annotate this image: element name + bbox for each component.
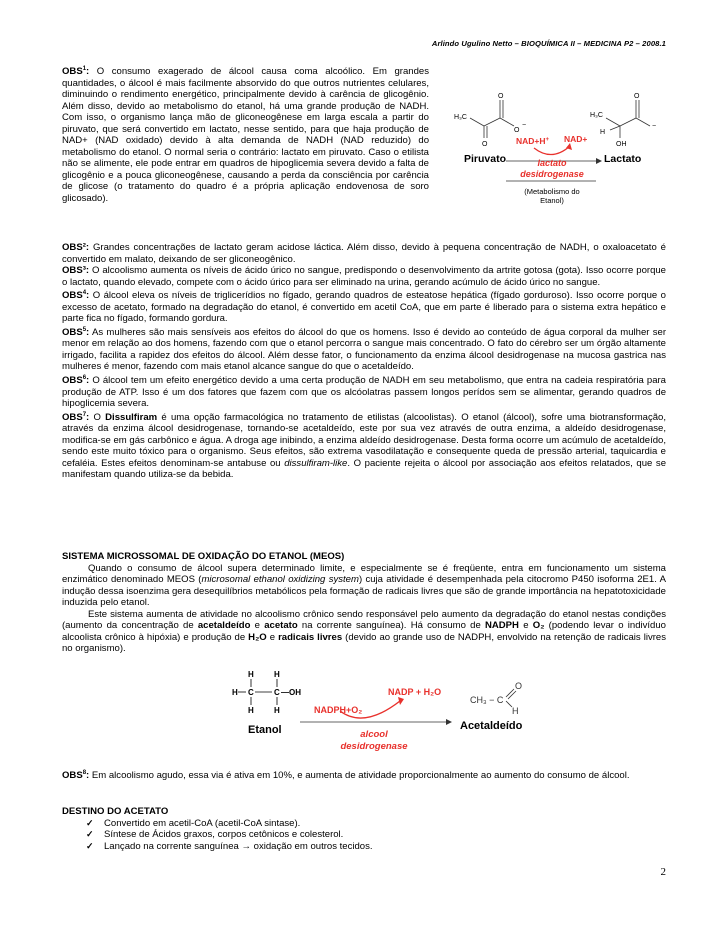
- lactato-structure: [606, 100, 650, 138]
- nad-plus-label: NAD+: [564, 134, 588, 144]
- piruvato-lactato-diagram: [446, 86, 666, 236]
- obs1-text: O consumo exagerado de álcool causa coma alcoólico. Em grandes quantidades, o álcool é mais facilmente absorvido do que outros nutrientes celulares, diminuindo o rendimento energético, principalmente devido à carência de glicogênio. Além disso, devido ao metabolismo do etanol, há uma grande produção de NADH. Com isso, o organismo lança mão de gliconeogênese em larga escala a partir do piruvato, que será convertido em lactato, nesse sentido, para que haja produção de NAD+ (NAD oxidado) devido à alta demanda de NADH (NAD reduzido) do metabolismo do etanol. O normal seria o contrário: lactato em piruvato. Caso o etilista não se alimente, ele pode entrar em quadros de hipoglicemia severa devido a falta de glicogênio e a pouca gliconeogênese, causando a perda da consciência por carência de glicose (o tratamento do quadro é a própria aplicação endovenosa de soro glicosado).: [62, 66, 429, 204]
- piruvato-o-right: O: [514, 127, 520, 134]
- lactato-o-top: O: [634, 93, 640, 100]
- lactato-h3c: H₃C: [590, 112, 603, 119]
- acetaldeido-h: H: [512, 706, 519, 716]
- obs8-label: OBS$^8$:: [62, 770, 90, 782]
- obs3-label: OBS³:: [62, 265, 90, 276]
- lactato-oh: OH: [616, 141, 627, 148]
- nadh-label: NAD+H+: [516, 136, 550, 146]
- meos-paragraph-2: Este sistema aumenta de atividade no alcoolismo crônico sendo responsável pelo aumento da degradação do etanol nestas condições (aumento da concentração de acetaldeído e acetato na corrente sanguínea). Há consumo de NADPH e O₂ (podendo levar o indivíduo alcoolista crônico à hipóxia) e produção de H₂O e radicais livres (devido ao grande uso de NADPH, envolvido na retenção de radicais livres no organismo).: [62, 608, 666, 654]
- obs6-text: O álcool tem um efeito energético devido a uma certa produção de NADH em seu metabolismo, que entra na cadeia respiratória para produção de ATP. Isso é um dos fatores que fazem com que os alcóolatras passem longos perídos sem se alimentar, gerando quadros de hipoglicemia severa.: [62, 375, 666, 410]
- note-line1: (Metabolismo do: [524, 187, 580, 196]
- svg-text:H: H: [232, 688, 238, 697]
- reaction-arrowhead: [596, 158, 602, 164]
- svg-text:—OH: —OH: [281, 688, 301, 697]
- obs6-label: OBS$^6$:: [62, 374, 90, 387]
- meos-arrowhead: [446, 719, 452, 725]
- piruvato-label: Piruvato: [464, 153, 507, 165]
- obs3-text: O alcoolismo aumenta os níveis de ácido úrico no sangue, predispondo o desenvolvimento da artrite gotosa (gota). Isso ocorre porque o lactato, quando elevado, compete com o ácido úrico para ser eliminado na urina, gerando acúmulo de ácido úrico no sangue.: [62, 265, 666, 288]
- svg-text:C: C: [248, 688, 254, 697]
- meos-title: SISTEMA MICROSSOMAL DE OXIDAÇÃO DO ETANOL (MEOS): [62, 551, 345, 562]
- svg-text:H: H: [248, 706, 254, 715]
- obs6-paragraph: [62, 373, 666, 410]
- obs8-paragraph: [62, 768, 666, 782]
- destino-title: DESTINO DO ACETATO: [62, 806, 169, 817]
- check-icon: ✓: [86, 829, 94, 839]
- obs7-label: OBS$^7$:: [62, 411, 90, 423]
- obs3-paragraph: [62, 265, 666, 288]
- obs4-label: OBS$^4$:: [62, 290, 90, 302]
- acetaldeido-label: Acetaldeído: [460, 720, 523, 732]
- svg-text:H: H: [248, 670, 254, 679]
- etanol-structure: [232, 670, 301, 715]
- piruvato-o-top: O: [498, 93, 504, 100]
- piruvato-charge: −: [522, 122, 527, 129]
- obs5-text: As mulheres são mais sensíveis aos efeitos do álcool do que os homens. Isso é devido ao conteúdo de água corporal da mulher ser menor em relação ao dos homens, fazendo com que o etanol percorra o sangue mais concentrado. O fato do cérebro ser um órgão altamente irrigado, facilita a rapidez dos efeitos do álcool. Além desse fator, o funcionamento da enzima álcool desidrogenase na mucosa gastrica nas mulheres é menor, fazendo com mais etanol alcance sangue do que o acetaldeído.: [62, 326, 666, 373]
- destino-section: [62, 806, 666, 852]
- obs4-text: O álcool eleva os níveis de triglicerídios no fígado, gerando quadros de esteatose hepática (fígado gorduroso). Isso ocorre porque o excesso de acetato, formado na degradação do etanol, é convertido em acetil CoA, que em parte é liberado para o sistema extra hepático e parte fica no fígado, formando gordura.: [62, 290, 666, 325]
- check-icon: ✓: [86, 817, 94, 828]
- obs1-label: OBS$^1$:: [62, 66, 90, 78]
- piruvato-o-bottom: O: [482, 141, 488, 148]
- lactato-h: H: [600, 129, 606, 136]
- piruvato-structure: [470, 100, 514, 138]
- obs2-label: OBS²:: [62, 242, 90, 253]
- obs-block: [62, 242, 666, 481]
- meos-section: [62, 551, 666, 655]
- running-header: Arlindo Ugulino Netto – BIOQUÍMICA II – MEDICINA P2 – 2008.1: [431, 39, 666, 48]
- list-item: ✓ Convertido em acetil-CoA (acetil-CoA sintase).: [86, 817, 301, 829]
- obs7-paragraph: OBS$^7$: O Dissulfiram é uma opção farmacológica no tratamento de etilistas (alcoolistas). O etanol (álcool), sofre uma biotransformação, através da enzima álcool desidrogenase, tornando-se acetaldeído, este por sua vez através de outra enzima, a aldeído desidrogenase, modifica-se em gás carbônico e água. A droga age inibindo, a enzima aldeído desidrogenase. Desta forma ocorre um acúmulo de acetaldeído, sendo este muito tóxico para o organismo. Seus efeitos, são extrema vasodilatação e consequente queda de pressão arterial, taquicardia e cefaléia. Estes efeitos denominam-se antabuse ou dissulfiram-like. O paciente rejeita o álcool por associação aos efeitos relatados, que se manifestam quando utiliza-se da bebida.: [62, 411, 667, 481]
- nadp-h2o-label: NADP + H₂O: [388, 687, 442, 697]
- svg-text:H: H: [274, 706, 280, 715]
- obs1-paragraph: [62, 64, 429, 204]
- etanol-acetaldeido-diagram: [230, 667, 560, 757]
- obs2-text: Grandes concentrações de lactato geram acidose láctica. Além disso, devido à pequena concentração de NADH, o oxaloacetato é convertido em malato, deixando de ser gliconeogênico.: [62, 242, 666, 265]
- piruvato-h3c: H₃C: [454, 114, 467, 121]
- check-icon: ✓: [86, 840, 94, 851]
- obs5-label: OBS$^5$:: [62, 326, 90, 338]
- list-item: ✓ Síntese de Ácidos graxos, corpos cetônicos e colesterol.: [86, 829, 344, 840]
- enzyme-line1: lactato: [537, 158, 567, 168]
- dissulfiram-like-term: dissulfiram-like: [284, 457, 348, 469]
- cofactor-curved-arrow: [534, 146, 570, 155]
- lactato-charge: −: [652, 123, 657, 130]
- obs5-paragraph: [62, 325, 666, 373]
- acetaldeido-ch3c: CH₃ − C: [470, 695, 504, 705]
- alcool-enzyme-line2: desidrogenase: [340, 741, 408, 752]
- destino-list: [62, 818, 666, 853]
- obs2-paragraph: [62, 242, 666, 265]
- acetaldeido-o: O: [515, 681, 523, 691]
- svg-text:C: C: [274, 688, 280, 697]
- meos-paragraph-1: Quando o consumo de álcool supera determinado limite, e especialmente se é freqüente, entra em funcionamento um sistema enzimático denominado MEOS (microsomal ethanol oxidizing system) cuja atividade é desempenhada pela citocromo P450 isoforma 2E1. A indução dessa isoenzima gera desequilíbrios metabólicos pela formação de radicais livres que são de grande importância na hepatotoxicidade induzida pelo etanol.: [62, 562, 667, 608]
- page-number: 2: [660, 866, 666, 878]
- dissulfiram-term: Dissulfiram: [105, 411, 158, 423]
- list-item: ✓ Lançado na corrente sanguínea → oxidação em outros tecidos.: [86, 840, 373, 852]
- etanol-label: Etanol: [248, 724, 282, 736]
- obs4-paragraph: [62, 288, 666, 325]
- enzyme-line2: desidrogenase: [520, 169, 584, 179]
- alcool-enzyme-line1: alcool: [360, 729, 388, 740]
- obs8-text: Em alcoolismo agudo, essa via é ativa em 10%, e aumenta de atividade proporcionalmente ao aumento do consumo de álcool.: [89, 770, 630, 782]
- nadph-o2-label: NADPH+O₂: [314, 705, 363, 715]
- svg-text:H: H: [274, 670, 280, 679]
- note-line2: Etanol): [540, 196, 564, 205]
- lactato-label: Lactato: [604, 153, 642, 165]
